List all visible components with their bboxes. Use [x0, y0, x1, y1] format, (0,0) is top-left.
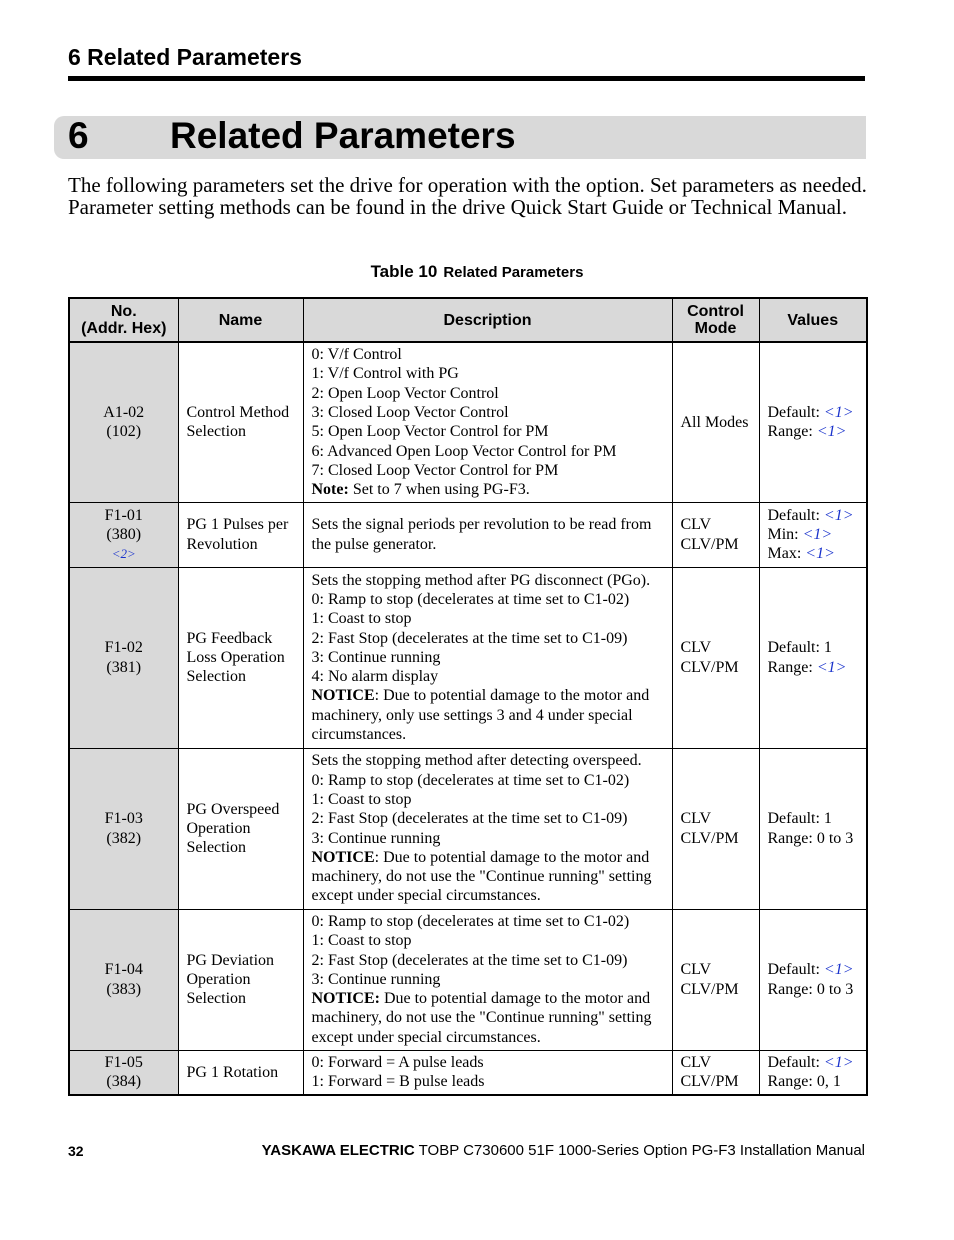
- param-values: [759, 502, 867, 567]
- table-row: [69, 502, 867, 567]
- control-mode-2: CLV/PM: [680, 658, 739, 676]
- footnote-ref-link[interactable]: <1>: [802, 525, 833, 543]
- param-description: [303, 909, 672, 1050]
- desc-note: [312, 848, 664, 906]
- param-no: A1-02: [103, 403, 145, 421]
- param-no-cell: [69, 502, 178, 567]
- table-row: [69, 909, 867, 1050]
- footer-brand: YASKAWA ELECTRIC: [261, 1142, 415, 1159]
- param-values: [759, 1050, 867, 1095]
- col-header-control-line1: Control: [687, 303, 744, 320]
- value-range-label: Range:: [767, 658, 817, 676]
- param-name: PG Feedback Loss Operation Selection: [178, 567, 303, 748]
- footnote-ref-link[interactable]: <1>: [823, 506, 854, 524]
- value-default-label: Default:: [767, 1053, 824, 1071]
- note-text: Set to 7 when using PG-F3.: [348, 481, 530, 499]
- param-description: [303, 748, 672, 909]
- value-max-label: Max:: [767, 545, 806, 563]
- param-description: [303, 342, 672, 502]
- desc-line: 1: V/f Control with PG: [311, 365, 459, 383]
- note-label: NOTICE:: [311, 990, 380, 1008]
- page-number: 32: [68, 1143, 84, 1159]
- table-caption-number: Table 10: [370, 262, 438, 281]
- note-text: : Due to potential damage to the motor and machinery, only use settings 3 and 4 under special circumstances.: [311, 687, 650, 744]
- param-no-cell: [69, 748, 178, 909]
- value-default: [768, 506, 859, 525]
- section-number: 6: [68, 115, 89, 156]
- desc-line: 4: No alarm display: [311, 668, 439, 686]
- desc-line: 5: Open Loop Vector Control for PM: [311, 423, 549, 441]
- control-mode-2: CLV/PM: [680, 980, 739, 998]
- desc-line: Sets the stopping method after PG disconnect (PGo).: [311, 571, 651, 589]
- col-header-name: Name: [178, 298, 303, 342]
- value-default-label: Default:: [767, 403, 824, 421]
- value-default: [768, 403, 859, 422]
- value-max: [768, 544, 859, 563]
- table-header-row: [69, 298, 867, 342]
- footnote-ref-link[interactable]: <1>: [805, 545, 835, 563]
- param-name: PG 1 Pulses per Revolution: [178, 502, 303, 567]
- table-row: [69, 567, 867, 748]
- desc-line: 3: Continue running: [311, 970, 441, 988]
- control-mode: All Modes: [672, 342, 759, 502]
- value-default: [768, 960, 859, 979]
- desc-line: 6: Advanced Open Loop Vector Control for PM: [311, 442, 617, 460]
- param-values: [759, 909, 867, 1050]
- value-range: Range: 0, 1: [767, 1073, 841, 1091]
- desc-line: 2: Fast Stop (decelerates at the time set to C1-09): [311, 810, 628, 828]
- footnote-ref-link[interactable]: <1>: [816, 423, 847, 441]
- param-values: [759, 342, 867, 502]
- table-row: [69, 1050, 867, 1095]
- desc-line: 1: Forward = B pulse leads: [311, 1073, 485, 1091]
- control-mode-1: CLV: [680, 639, 712, 657]
- control-mode: [672, 1050, 759, 1095]
- footnote-ref-link[interactable]: <1>: [823, 403, 854, 421]
- value-default-label: Default:: [767, 961, 824, 979]
- control-mode: [672, 909, 759, 1050]
- footnote-ref-link[interactable]: <1>: [823, 1053, 854, 1071]
- param-addr: (102): [106, 423, 142, 441]
- param-addr: (383): [106, 980, 142, 998]
- col-header-control-line2: Mode: [694, 320, 737, 337]
- related-parameters-table: [68, 297, 868, 1096]
- control-mode-2: CLV/PM: [680, 1073, 739, 1091]
- note-text: : Due to potential damage to the motor and machinery, do not use the "Continue running" setting except under special circumstances.: [311, 848, 652, 905]
- param-name: PG Overspeed Operation Selection: [178, 748, 303, 909]
- value-min: [768, 525, 859, 544]
- value-range: Range: 0 to 3: [767, 980, 854, 998]
- col-header-no: [69, 298, 178, 342]
- footer-doc: TOBP C730600 51F 1000-Series Option PG-F3 Installation Manual: [414, 1142, 865, 1159]
- footer-title: [262, 1142, 865, 1159]
- control-mode-1: CLV: [680, 1053, 712, 1071]
- desc-note: [312, 686, 664, 744]
- desc-line: 3: Continue running: [311, 648, 441, 666]
- control-mode-2: CLV/PM: [680, 829, 739, 847]
- desc-line: 0: Ramp to stop (decelerates at time set to C1-02): [311, 912, 630, 930]
- footnote-ref-link[interactable]: <1>: [816, 658, 847, 676]
- param-values: [759, 567, 867, 748]
- note-label: NOTICE: [311, 687, 375, 705]
- value-default: [768, 1053, 859, 1072]
- note-text: Due to potential damage to the motor and machinery, do not use the "Continue running" setting except under special circumstances.: [311, 990, 652, 1046]
- param-addr: (381): [106, 658, 142, 676]
- param-no-cell: [69, 567, 178, 748]
- value-range: [768, 422, 859, 441]
- table-caption-title: Related Parameters: [443, 264, 584, 281]
- param-no: F1-05: [104, 1053, 143, 1071]
- footnote-ref-link[interactable]: <1>: [823, 961, 854, 979]
- table-row: [69, 748, 867, 909]
- param-description: Sets the signal periods per revolution to be read from the pulse generator.: [303, 502, 672, 567]
- desc-line: 2: Fast Stop (decelerates at the time set to C1-09): [311, 629, 628, 647]
- col-header-control-mode: [672, 298, 759, 342]
- param-name: Control Method Selection: [178, 342, 303, 502]
- note-label: NOTICE: [311, 848, 375, 866]
- param-no: F1-04: [104, 961, 143, 979]
- value-range: Range: 0 to 3: [767, 829, 854, 847]
- value-range: [768, 658, 859, 677]
- param-no-cell: [69, 342, 178, 502]
- footnote-ref-link[interactable]: <2>: [111, 546, 136, 562]
- control-mode-1: CLV: [680, 961, 712, 979]
- desc-note: [312, 989, 664, 1047]
- param-no: F1-02: [104, 639, 143, 657]
- control-mode: [672, 502, 759, 567]
- param-description: [303, 567, 672, 748]
- control-mode-1: CLV: [680, 810, 712, 828]
- param-name: PG 1 Rotation: [178, 1050, 303, 1095]
- col-header-description: Description: [303, 298, 672, 342]
- col-header-no-line1: No.: [110, 303, 137, 320]
- value-default-label: Default:: [767, 506, 824, 524]
- value-range-label: Range:: [767, 423, 817, 441]
- value-min-label: Min:: [767, 525, 803, 543]
- param-description: [303, 1050, 672, 1095]
- desc-line: 7: Closed Loop Vector Control for PM: [311, 461, 559, 479]
- desc-line: 2: Fast Stop (decelerates at the time set to C1-09): [311, 951, 628, 969]
- control-mode-2: CLV/PM: [680, 535, 739, 553]
- param-no: F1-03: [104, 810, 143, 828]
- desc-line: 1: Coast to stop: [311, 610, 412, 628]
- value-default: Default: 1: [767, 639, 832, 657]
- table-caption: [0, 262, 954, 282]
- desc-line: 0: Ramp to stop (decelerates at time set to C1-02): [311, 590, 630, 608]
- desc-line: 1: Coast to stop: [311, 932, 412, 950]
- desc-line: Sets the stopping method after detecting overspeed.: [311, 752, 642, 770]
- header-rule: [68, 76, 865, 81]
- param-addr: (380): [106, 525, 142, 543]
- note-label: Note:: [311, 481, 349, 499]
- control-mode: [672, 748, 759, 909]
- col-header-values: Values: [759, 298, 867, 342]
- control-mode-1: CLV: [680, 516, 712, 534]
- desc-line: 3: Continue running: [311, 829, 441, 847]
- section-title: Related Parameters: [170, 115, 516, 156]
- param-no: F1-01: [104, 506, 143, 524]
- col-header-no-line2: (Addr. Hex): [81, 320, 167, 337]
- table-row: [69, 342, 867, 502]
- desc-line: 0: Ramp to stop (decelerates at time set to C1-02): [311, 771, 630, 789]
- intro-paragraph: The following parameters set the drive for operation with the option. Set parameters as needed. Parameter setting methods can be found in the drive Quick Start Guide or Technical Manual.: [68, 173, 867, 219]
- desc-line: 1: Coast to stop: [311, 790, 412, 808]
- param-addr: (382): [106, 829, 142, 847]
- param-values: [759, 748, 867, 909]
- desc-line: 3: Closed Loop Vector Control: [311, 403, 509, 421]
- running-header: 6 Related Parameters: [68, 44, 302, 70]
- desc-note: [312, 480, 664, 499]
- control-mode: [672, 567, 759, 748]
- param-no-cell: [69, 1050, 178, 1095]
- param-addr: (384): [106, 1073, 142, 1091]
- desc-line: 2: Open Loop Vector Control: [311, 384, 499, 402]
- desc-line: 0: Forward = A pulse leads: [311, 1053, 484, 1071]
- param-name: PG Deviation Operation Selection: [178, 909, 303, 1050]
- desc-line: 0: V/f Control: [311, 346, 402, 364]
- param-no-cell: [69, 909, 178, 1050]
- value-default: Default: 1: [767, 810, 832, 828]
